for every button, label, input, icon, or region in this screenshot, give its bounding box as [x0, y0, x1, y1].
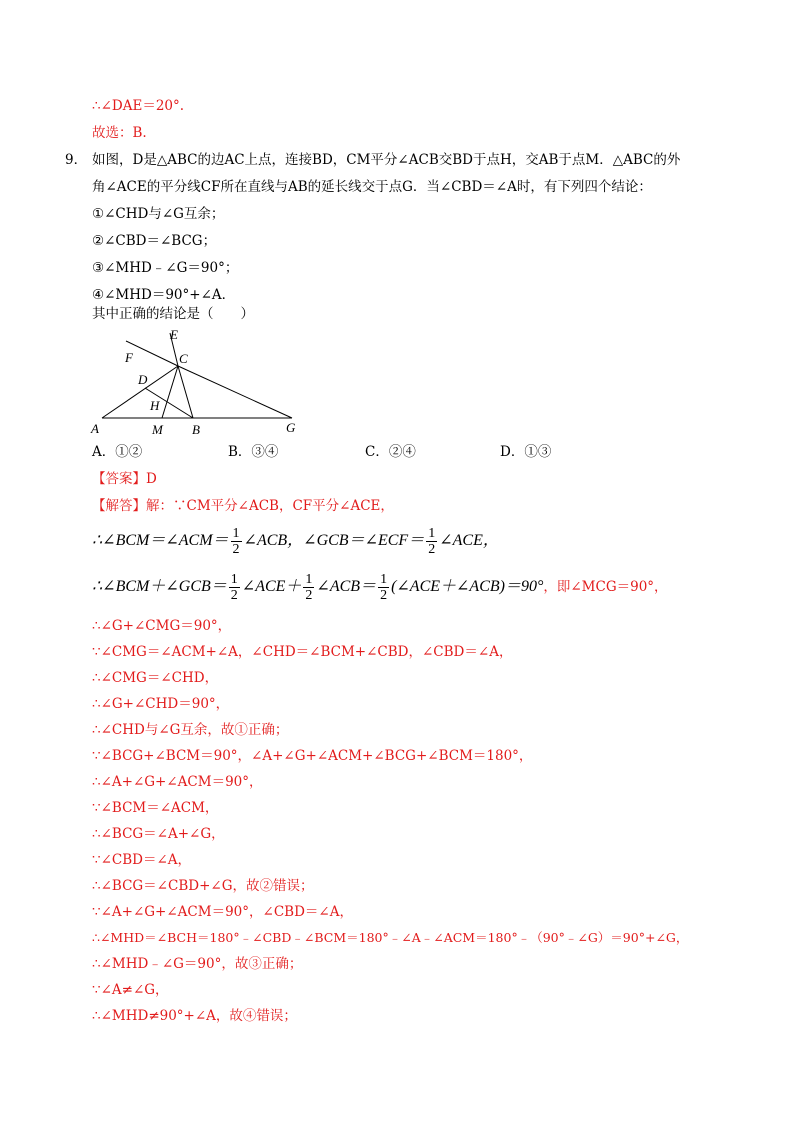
solution-step-12: ∵∠A+∠G+∠ACM＝90°，∠CBD＝∠A， [92, 904, 353, 920]
solution-step-6: ∵∠BCG+∠BCM＝90°，∠A+∠G+∠ACM+∠BCG+∠BCM＝180°， [92, 748, 533, 764]
solution-label: 【解答】 [92, 498, 146, 514]
label-A: A [91, 421, 99, 436]
eq1-frac-1 [231, 526, 242, 557]
previous-conclusion: ∴∠DAE＝20°. [92, 98, 185, 114]
solution-step-10: ∵∠CBD＝∠A， [92, 852, 192, 868]
solution-step-8: ∵∠BCM＝∠ACM， [92, 800, 219, 816]
option-a: A．①② [92, 444, 143, 460]
eq1-left: ∴∠BCM＝∠ACM＝ [92, 532, 229, 549]
eq1-frac-1-num: 1 [232, 525, 240, 541]
eq1-frac-2 [426, 526, 437, 557]
solution-step-3: ∴∠CMG＝∠CHD， [92, 670, 219, 686]
previous-choice: 故选：B. [92, 125, 147, 141]
eq2-frac-3 [378, 572, 389, 603]
label-C: C [179, 351, 188, 366]
line-CM [162, 366, 178, 418]
label-F: F [125, 350, 133, 365]
solution-step-11: ∴∠BCG＝∠CBD+∠G，故②错误； [92, 878, 314, 894]
line-FC [126, 341, 178, 366]
label-G: G [286, 420, 296, 435]
solution-step-2: ∵∠CMG＝∠ACM+∠A，∠CHD＝∠BCM+∠CBD，∠CBD＝∠A， [92, 644, 513, 660]
equation-2 [92, 570, 668, 604]
eq2-p4: (∠ACE＋∠ACB)＝90° [391, 578, 544, 595]
eq2-frac-1-num: 1 [230, 571, 238, 587]
solution-step-16: ∴∠MHD≠90°+∠A，故④错误； [92, 1008, 297, 1024]
equation-1 [92, 524, 499, 558]
solution-step-14: ∴∠MHD﹣∠G＝90°，故③正确； [92, 956, 303, 972]
solution-intro-line [92, 496, 394, 516]
eq1-frac-2-den: 2 [428, 541, 436, 557]
option-c: C．②④ [365, 444, 416, 460]
solution-step-9: ∴∠BCG＝∠A+∠G， [92, 826, 225, 842]
statement-2: ②∠CBD＝∠BCG； [92, 233, 217, 249]
label-H: H [150, 398, 160, 413]
label-E: E [170, 327, 178, 342]
solution-step-7: ∴∠A+∠G+∠ACM＝90°， [92, 774, 263, 790]
eq2-tail: ，即∠MCG＝90°， [543, 579, 668, 595]
eq2-frac-2 [303, 572, 314, 603]
label-B: B [192, 422, 200, 437]
statement-4: ④∠MHD＝90°+∠A． [92, 287, 236, 303]
option-d: D．①③ [500, 444, 552, 460]
eq2-p2: ∠ACE＋ [241, 578, 302, 595]
eq2-frac-2-num: 1 [305, 571, 313, 587]
question-stem-line1: 如图，D是△ABC的边AC上点，连接BD，CM平分∠ACB交BD于点H，交AB于点M．△ABC的外 [92, 152, 681, 168]
answer-value: D [146, 471, 157, 487]
eq1-frac-2-num: 1 [428, 525, 436, 541]
eq2-p1: ∴∠BCM＋∠GCB＝ [92, 578, 227, 595]
eq1-right: ∠ACE， [439, 532, 499, 549]
eq2-p3: ∠ACB＝ [316, 578, 377, 595]
question-stem-line2: 角∠ACE的平分线CF所在直线与AB的延长线交于点G．当∠CBD＝∠A时，有下列四个结论： [92, 179, 652, 195]
eq2-frac-3-num: 1 [380, 571, 388, 587]
eq2-frac-1-den: 2 [230, 587, 238, 603]
answer-line [92, 469, 157, 489]
eq2-frac-2-den: 2 [305, 587, 313, 603]
line-CG [178, 366, 292, 418]
label-D: D [138, 372, 148, 387]
eq1-mid: ∠ACB，∠GCB＝∠ECF＝ [243, 532, 425, 549]
option-b: B．③④ [228, 444, 279, 460]
solution-step-15: ∵∠A≠∠G， [92, 982, 169, 998]
question-prompt: 其中正确的结论是（ ） [92, 306, 254, 322]
answer-label: 【答案】 [92, 471, 146, 487]
label-M: M [152, 422, 163, 437]
solution-step-5: ∴∠CHD与∠G互余，故①正确； [92, 722, 289, 738]
solution-step-1: ∴∠G+∠CMG＝90°， [92, 618, 232, 634]
eq2-frac-3-den: 2 [380, 587, 388, 603]
solution-step-4: ∴∠G+∠CHD＝90°， [92, 696, 230, 712]
solution-intro: 解：∵CM平分∠ACB，CF平分∠ACE， [146, 498, 394, 514]
geometry-figure [88, 325, 303, 440]
eq2-frac-1 [229, 572, 240, 603]
question-number: 9． [65, 152, 88, 168]
eq1-frac-1-den: 2 [232, 541, 240, 557]
solution-step-13: ∴∠MHD＝∠BCH＝180°﹣∠CBD﹣∠BCM＝180°﹣∠A﹣∠ACM＝180°﹣（90°﹣∠G）＝90°+∠G， [92, 930, 689, 945]
statement-3: ③∠MHD﹣∠G＝90°； [92, 260, 239, 276]
statement-1: ①∠CHD与∠G互余； [92, 206, 225, 222]
